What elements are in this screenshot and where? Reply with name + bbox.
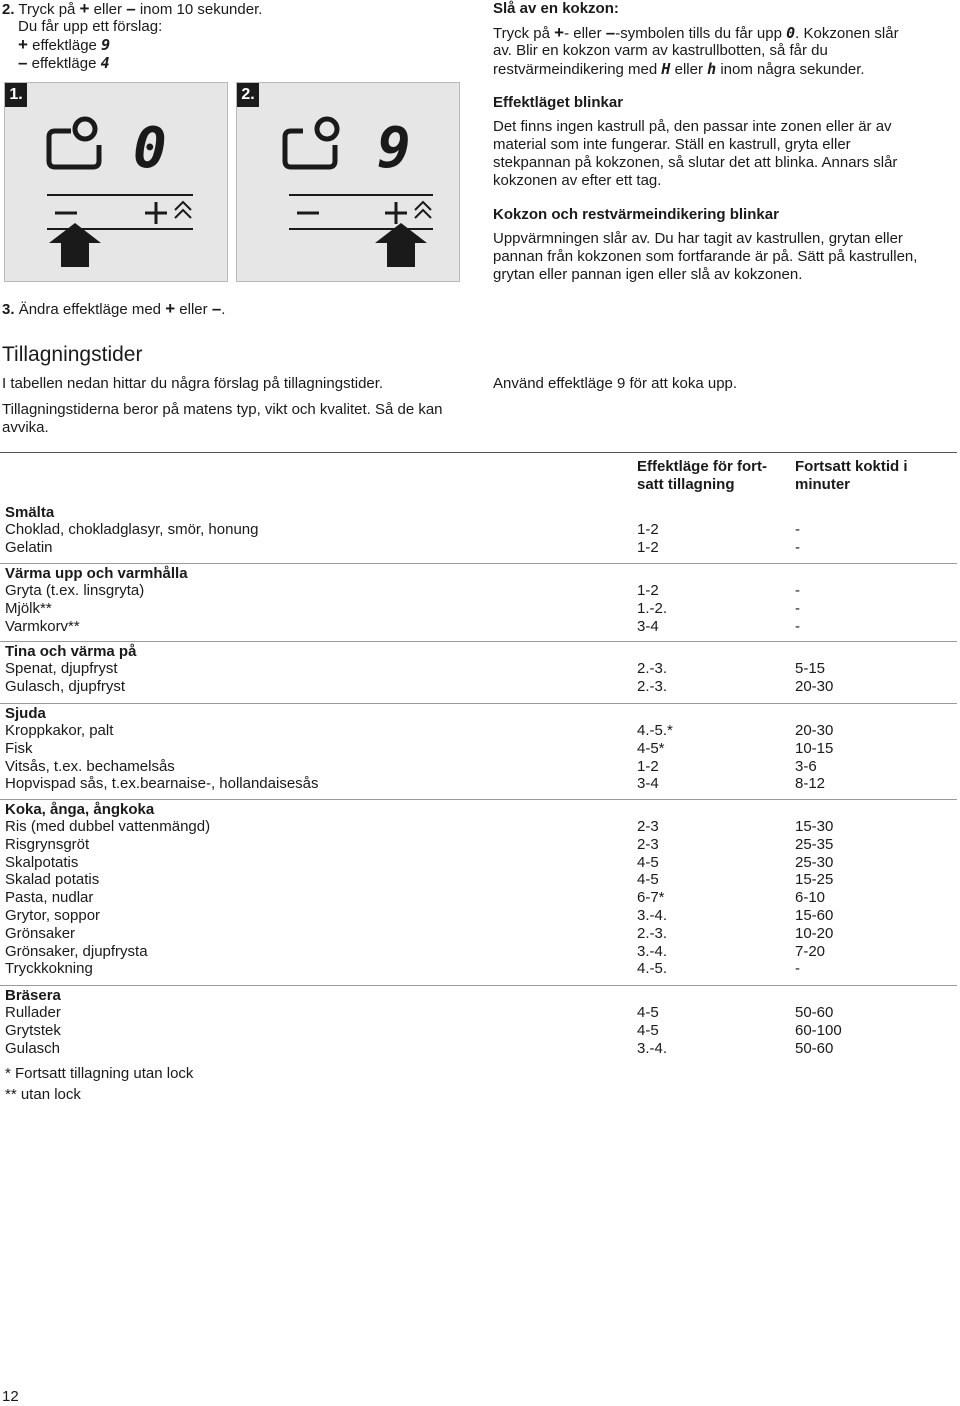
table-row (0, 521, 957, 539)
plus-level-digit: 9 (101, 36, 111, 54)
table-row (0, 818, 957, 836)
power-level-cell: 3.-4. (637, 1039, 668, 1057)
hotplate-icon (285, 119, 337, 167)
table-row (0, 600, 957, 618)
intro-text-1: I tabellen nedan hittar du några förslag på tillagningstider. (2, 375, 384, 392)
section-divider (0, 641, 957, 642)
table-row (0, 582, 957, 600)
power-level-cell: 4-5 (637, 853, 659, 871)
panel-number: 2. (237, 83, 259, 107)
off-title: Slå av en kokzon: (493, 0, 619, 17)
section-divider (0, 985, 957, 986)
power-level-cell: 3.-4. (637, 942, 668, 960)
blink-line: material som inte fungerar. Ställ en kastrull, gryta eller (493, 136, 851, 153)
step-2-plus-suggestion (2, 36, 472, 54)
step-number: 2. (2, 1, 15, 18)
food-cell: Gulasch, djupfryst (5, 677, 126, 695)
table-row (0, 618, 957, 636)
section-heading: Smälta (5, 504, 55, 521)
blink-title: Effektläget blinkar (493, 94, 624, 111)
cooktop-display-illustration (5, 83, 227, 281)
food-cell: Risgrynsgröt (5, 835, 90, 853)
cook-time-cell: - (795, 521, 800, 538)
plus-icon: + (554, 23, 565, 42)
power-level-cell: 2-3 (637, 818, 659, 835)
power-level-cell: 6-7* (637, 889, 665, 907)
footnote: * Fortsatt tillagning utan lock (5, 1065, 194, 1082)
blink-line: Det finns ingen kastrull på, den passar inte zonen eller är av (493, 118, 892, 135)
step-number: 3. (2, 301, 15, 318)
power-level-cell: 4-5 (637, 1021, 659, 1039)
control-panel-1 (4, 82, 228, 282)
cook-time-cell: 15-30 (795, 818, 834, 835)
food-cell: Kroppkakor, palt (5, 722, 114, 739)
step-3-instructions (2, 300, 225, 319)
cook-time-cell: 6-10 (795, 889, 826, 907)
boil-hint: Använd effektläge 9 för att koka upp. (493, 375, 738, 392)
section-divider (0, 563, 957, 564)
minus-icon: – (126, 0, 136, 18)
residual-heat-h-symbol: h (707, 60, 717, 78)
power-level-cell: 1.-2. (637, 599, 668, 617)
food-cell: Hopvispad sås, t.ex.bearnaise-, hollandaisesås (5, 775, 319, 793)
step-3-text-b: eller (179, 301, 208, 318)
step-3-text-c: . (221, 301, 226, 318)
step-2-line-2: Du får upp ett förslag: (18, 18, 163, 35)
minus-icon: – (211, 299, 222, 318)
plus-icon (145, 202, 167, 224)
step-2-text-c: inom 10 sekunder. (139, 1, 263, 18)
blink-line: stekpannan på kokzonen, så slutar det att blinka. Annars slår (493, 154, 898, 171)
table-row (0, 1004, 957, 1022)
rest-line: grytan eller pannan igen eller slå av kokzonen. (493, 266, 803, 283)
footnote: ** utan lock (5, 1086, 81, 1103)
cook-time-cell: 15-25 (795, 871, 834, 889)
plus-icon (385, 202, 407, 224)
cook-time-cell: 20-30 (795, 722, 834, 739)
minus-level-digit: 4 (100, 54, 110, 72)
food-cell: Mjölk** (5, 599, 52, 617)
food-cell: Grytstek (5, 1021, 61, 1039)
step-2-line-1 (2, 0, 472, 18)
table-top-rule (0, 452, 957, 453)
table-row (0, 871, 957, 889)
step-3-text-a: Ändra effektläge med (18, 301, 162, 318)
food-cell: Grönsaker, djupfrysta (5, 942, 148, 960)
table-row (0, 775, 957, 793)
step-2-text-a: Tryck på (18, 1, 76, 18)
off-text-g: inom några sekunder. (720, 61, 865, 78)
off-line-2: av. Blir en kokzon varm av kastrullbotten, så får du (493, 42, 828, 59)
section-heading: Bräsera (5, 987, 61, 1004)
table-row (0, 678, 957, 696)
section-title: Tillagningstider (2, 343, 143, 366)
step-2-text-b: eller (93, 1, 123, 18)
zero-digit: 0 (786, 24, 796, 42)
chevron-up-icon (415, 202, 431, 218)
rest-line: pannan från kokzonen som fortfarande är på. Sätt på kastrullen, (493, 248, 918, 265)
table-row (0, 943, 957, 961)
power-level-cell: 4-5 (637, 1004, 659, 1021)
food-cell: Pasta, nudlar (5, 889, 94, 907)
step-2-minus-suggestion (2, 54, 472, 72)
cook-time-cell: 25-30 (795, 853, 834, 871)
power-level-cell: 2.-3. (637, 677, 668, 695)
off-text-f: eller (674, 61, 703, 78)
chevron-up-icon (175, 202, 191, 218)
table-row (0, 740, 957, 758)
food-cell: Ris (med dubbel vattenmängd) (5, 818, 211, 835)
table-row (0, 854, 957, 872)
off-line-1 (493, 24, 958, 43)
minus-icon: – (605, 23, 616, 42)
food-cell: Varmkorv** (5, 617, 80, 635)
table-row (0, 836, 957, 854)
power-level-cell: 4.-5. (637, 960, 668, 978)
cook-time-cell: 15-60 (795, 907, 834, 924)
power-level-cell: 1-2 (637, 582, 659, 599)
step-2-instructions (2, 0, 472, 72)
section-heading: Sjuda (5, 705, 46, 722)
rest-title: Kokzon och restvärmeindikering blinkar (493, 206, 779, 223)
plus-icon: + (165, 299, 176, 318)
rest-line: Uppvärmningen slår av. Du har tagit av kastrullen, grytan eller (493, 230, 903, 247)
cook-time-cell: 5-15 (795, 660, 826, 677)
plus-icon: + (18, 35, 28, 54)
cook-time-cell: - (795, 960, 800, 978)
cook-time-cell: 10-20 (795, 924, 834, 942)
section-divider (0, 799, 957, 800)
power-level-cell: 2.-3. (637, 660, 668, 677)
cook-time-cell: 60-100 (795, 1021, 842, 1039)
off-text-d: . Kokzonen slår (795, 25, 899, 42)
control-panel-2 (236, 82, 460, 282)
power-level-cell: 3.-4. (637, 907, 668, 924)
hotplate-icon (49, 119, 99, 167)
off-text-c: -symbolen tills du får upp (615, 25, 782, 42)
panel-number: 1. (5, 83, 27, 107)
food-cell: Gryta (t.ex. linsgryta) (5, 582, 145, 599)
header-power-level: Effektläge för fortsatt tillagning (637, 458, 768, 493)
cook-time-cell: - (795, 617, 800, 635)
cook-time-cell: 10-15 (795, 739, 834, 757)
cook-time-cell: 20-30 (795, 677, 834, 695)
power-level-cell: 1-2 (637, 757, 659, 775)
power-level-cell: 2-3 (637, 835, 659, 853)
section-divider (0, 703, 957, 704)
residual-heat-H-symbol: H (661, 60, 671, 78)
cook-time-cell: 7-20 (795, 942, 826, 960)
food-cell: Skalpotatis (5, 853, 79, 871)
cooktop-display-illustration (237, 83, 459, 281)
minus-label: effektläge (31, 55, 97, 72)
food-cell: Gelatin (5, 538, 53, 556)
section-heading: Koka, ånga, ångkoka (5, 801, 155, 818)
cook-time-cell: - (795, 582, 800, 599)
section-heading: Tina och värma på (5, 643, 137, 660)
cook-time-cell: 8-12 (795, 775, 826, 793)
table-row (0, 889, 957, 907)
power-level-cell: 4-5 (637, 871, 659, 889)
food-cell: Rullader (5, 1004, 61, 1021)
cook-time-cell: - (795, 538, 800, 556)
power-level-cell: 4.-5.* (637, 722, 673, 739)
food-cell: Grönsaker (5, 924, 76, 942)
power-level-cell: 2.-3. (637, 924, 668, 942)
food-cell: Grytor, soppor (5, 907, 101, 924)
table-row (0, 1022, 957, 1040)
table-row (0, 660, 957, 678)
header-cook-time: Fortsatt koktid i minuter (795, 458, 908, 493)
cook-time-cell: 50-60 (795, 1039, 834, 1057)
power-level-cell: 3-4 (637, 775, 659, 793)
power-level-cell: 1-2 (637, 521, 659, 538)
intro-text-2: Tillagningstiderna beror på matens typ, vikt och kvalitet. Så de kan avvika. (2, 401, 443, 436)
power-level-digit: 9 (377, 116, 411, 181)
blink-line: kokzonen av efter ett tag. (493, 172, 662, 189)
food-cell: Vitsås, t.ex. bechamelsås (5, 757, 175, 775)
food-cell: Skalad potatis (5, 871, 100, 889)
food-cell: Gulasch (5, 1039, 61, 1057)
table-row (0, 758, 957, 776)
power-level-digit: 0 (133, 116, 167, 181)
plus-icon: + (79, 0, 90, 18)
cook-time-cell: 3-6 (795, 757, 817, 775)
cook-time-cell: 50-60 (795, 1004, 834, 1021)
power-level-cell: 3-4 (637, 617, 659, 635)
table-row (0, 907, 957, 925)
food-cell: Tryckkokning (5, 960, 93, 978)
off-text-b: - eller (564, 25, 602, 42)
food-cell: Choklad, chokladglasyr, smör, honung (5, 521, 259, 538)
page-number: 12 (2, 1388, 19, 1405)
table-row (0, 539, 957, 557)
food-cell: Fisk (5, 739, 33, 757)
off-line-3 (493, 60, 958, 79)
food-cell: Spenat, djupfryst (5, 660, 118, 677)
table-row (0, 1040, 957, 1058)
table-row (0, 722, 957, 740)
table-row (0, 960, 957, 978)
cook-time-cell: - (795, 599, 800, 617)
power-level-cell: 1-2 (637, 538, 659, 556)
plus-label: effektläge (32, 37, 97, 54)
off-text-a: Tryck på (493, 25, 550, 42)
cook-time-cell: 25-35 (795, 835, 834, 853)
section-heading: Värma upp och varmhålla (5, 565, 188, 582)
power-level-cell: 4-5* (637, 739, 665, 757)
table-row (0, 925, 957, 943)
off-text-e: restvärmeindikering med (493, 61, 658, 78)
minus-icon: – (18, 53, 28, 72)
